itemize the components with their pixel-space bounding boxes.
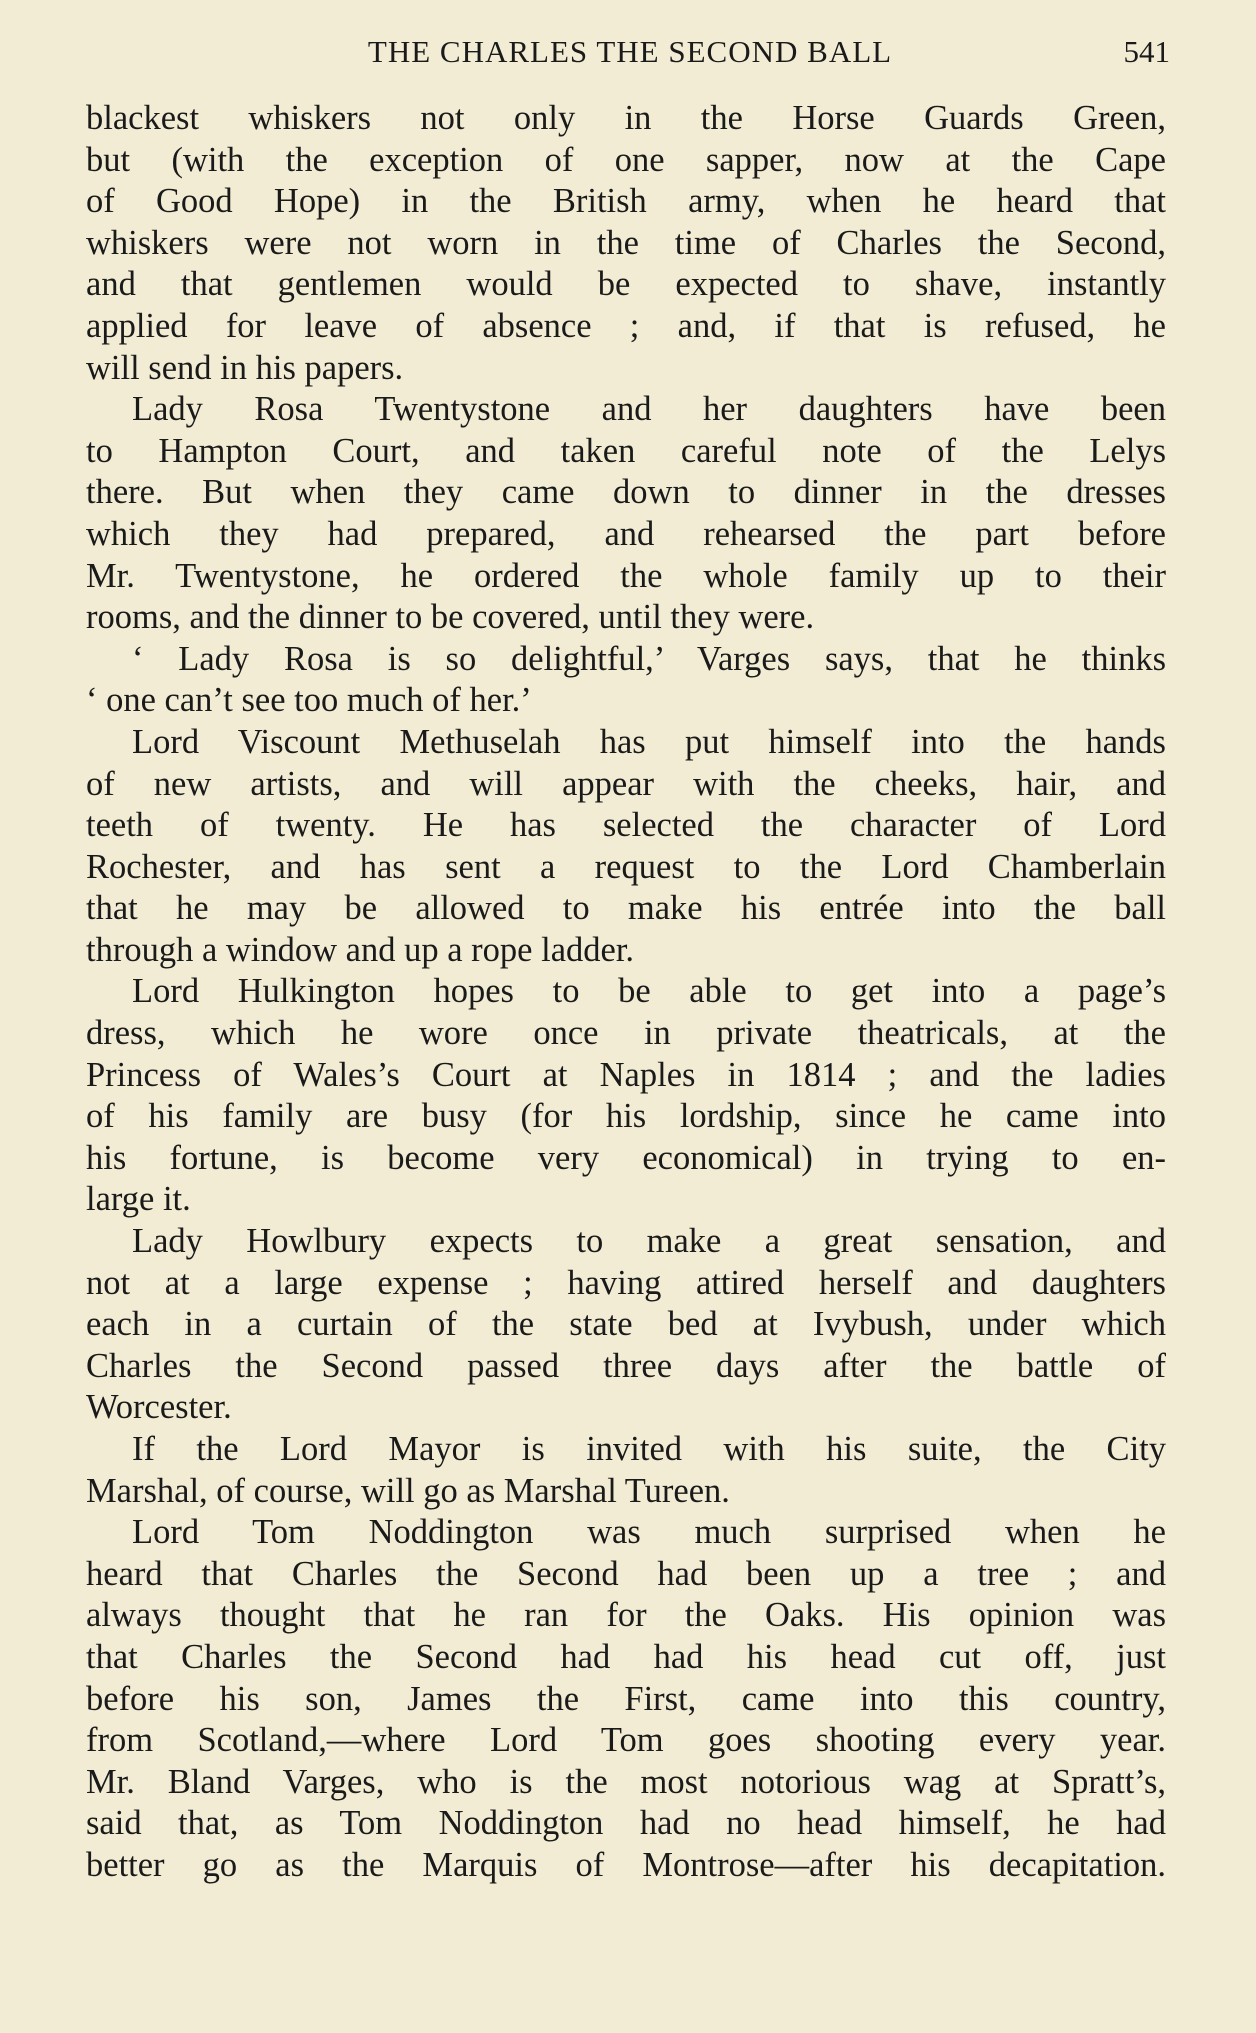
text-line: heard that Charles the Second had been up a tree ; and [86, 1554, 1166, 1593]
text-line: Lord Viscount Methuselah has put himself into the hands [132, 722, 1166, 761]
body-text [86, 98, 1166, 1887]
text-line: from Scotland,—where Lord Tom goes shooting every year. [86, 1721, 1166, 1760]
page-header [90, 30, 1170, 80]
text-line: teeth of twenty. He has selected the character of Lord [86, 806, 1166, 845]
text-line: Rochester, and has sent a request to the Lord Chamberlain [86, 847, 1166, 886]
text-line: and that gentlemen would be expected to shave, instantly [86, 265, 1166, 304]
text-line: Mr. Bland Varges, who is the most notorious wag at Spratt’s, [86, 1762, 1166, 1801]
text-line: Lady Rosa Twentystone and her daughters have been [132, 390, 1166, 429]
text-line: Lady Howlbury expects to make a great sensation, and [132, 1222, 1166, 1261]
text-line: ‘ Lady Rosa is so delightful,’ Varges says, that he thinks [132, 639, 1166, 678]
running-title: THE CHARLES THE SECOND BALL [367, 34, 893, 69]
text-line: but (with the exception of one sapper, now at the Cape [86, 140, 1166, 179]
text-line: Worcester. [86, 1388, 232, 1427]
text-line: of Good Hope) in the British army, when he heard that [86, 182, 1166, 221]
text-line: said that, as Tom Noddington had no head himself, he had [86, 1804, 1166, 1843]
text-line: there. But when they came down to dinner in the dresses [86, 473, 1166, 512]
text-line: ‘ one can’t see too much of her.’ [86, 681, 532, 720]
text-line: not at a large expense ; having attired herself and daughters [86, 1263, 1166, 1302]
text-line: which they had prepared, and rehearsed the part before [86, 514, 1166, 553]
page-number: 541 [1123, 34, 1170, 69]
text-line: that he may be allowed to make his entrée into the ball [86, 889, 1166, 928]
text-line: Mr. Twentystone, he ordered the whole family up to their [86, 556, 1166, 595]
text-line: his fortune, is become very economical) in trying to en- [86, 1138, 1166, 1177]
text-line: Princess of Wales’s Court at Naples in 1814 ; and the ladies [86, 1055, 1166, 1094]
text-line: that Charles the Second had had his head cut off, just [86, 1637, 1166, 1676]
text-line: Charles the Second passed three days after the battle of [86, 1346, 1166, 1385]
text-line: rooms, and the dinner to be covered, until they were. [86, 598, 815, 637]
text-line: Marshal, of course, will go as Marshal Tureen. [86, 1471, 730, 1510]
text-line: before his son, James the First, came into this country, [86, 1679, 1166, 1718]
text-line: applied for leave of absence ; and, if that is refused, he [86, 306, 1166, 345]
text-line: will send in his papers. [86, 348, 404, 387]
text-line: through a window and up a rope ladder. [86, 930, 635, 969]
text-line: of new artists, and will appear with the cheeks, hair, and [86, 764, 1166, 803]
text-line: each in a curtain of the state bed at Ivybush, under which [86, 1305, 1166, 1344]
text-line: always thought that he ran for the Oaks. His opinion was [86, 1596, 1166, 1635]
text-line: dress, which he wore once in private theatricals, at the [86, 1014, 1166, 1053]
text-line: whiskers were not worn in the time of Charles the Second, [86, 223, 1166, 262]
text-line: If the Lord Mayor is invited with his suite, the City [132, 1430, 1166, 1468]
text-line: large it. [86, 1180, 191, 1219]
text-line: of his family are busy (for his lordship, since he came into [86, 1097, 1166, 1136]
text-line: to Hampton Court, and taken careful note of the Lelys [86, 431, 1166, 470]
text-line: blackest whiskers not only in the Horse Guards Green, [86, 99, 1166, 137]
text-line: Lord Tom Noddington was much surprised when he [132, 1513, 1166, 1552]
text-line: better go as the Marquis of Montrose—after his decapitation. [86, 1845, 1166, 1884]
text-line: Lord Hulkington hopes to be able to get into a page’s [132, 972, 1166, 1011]
